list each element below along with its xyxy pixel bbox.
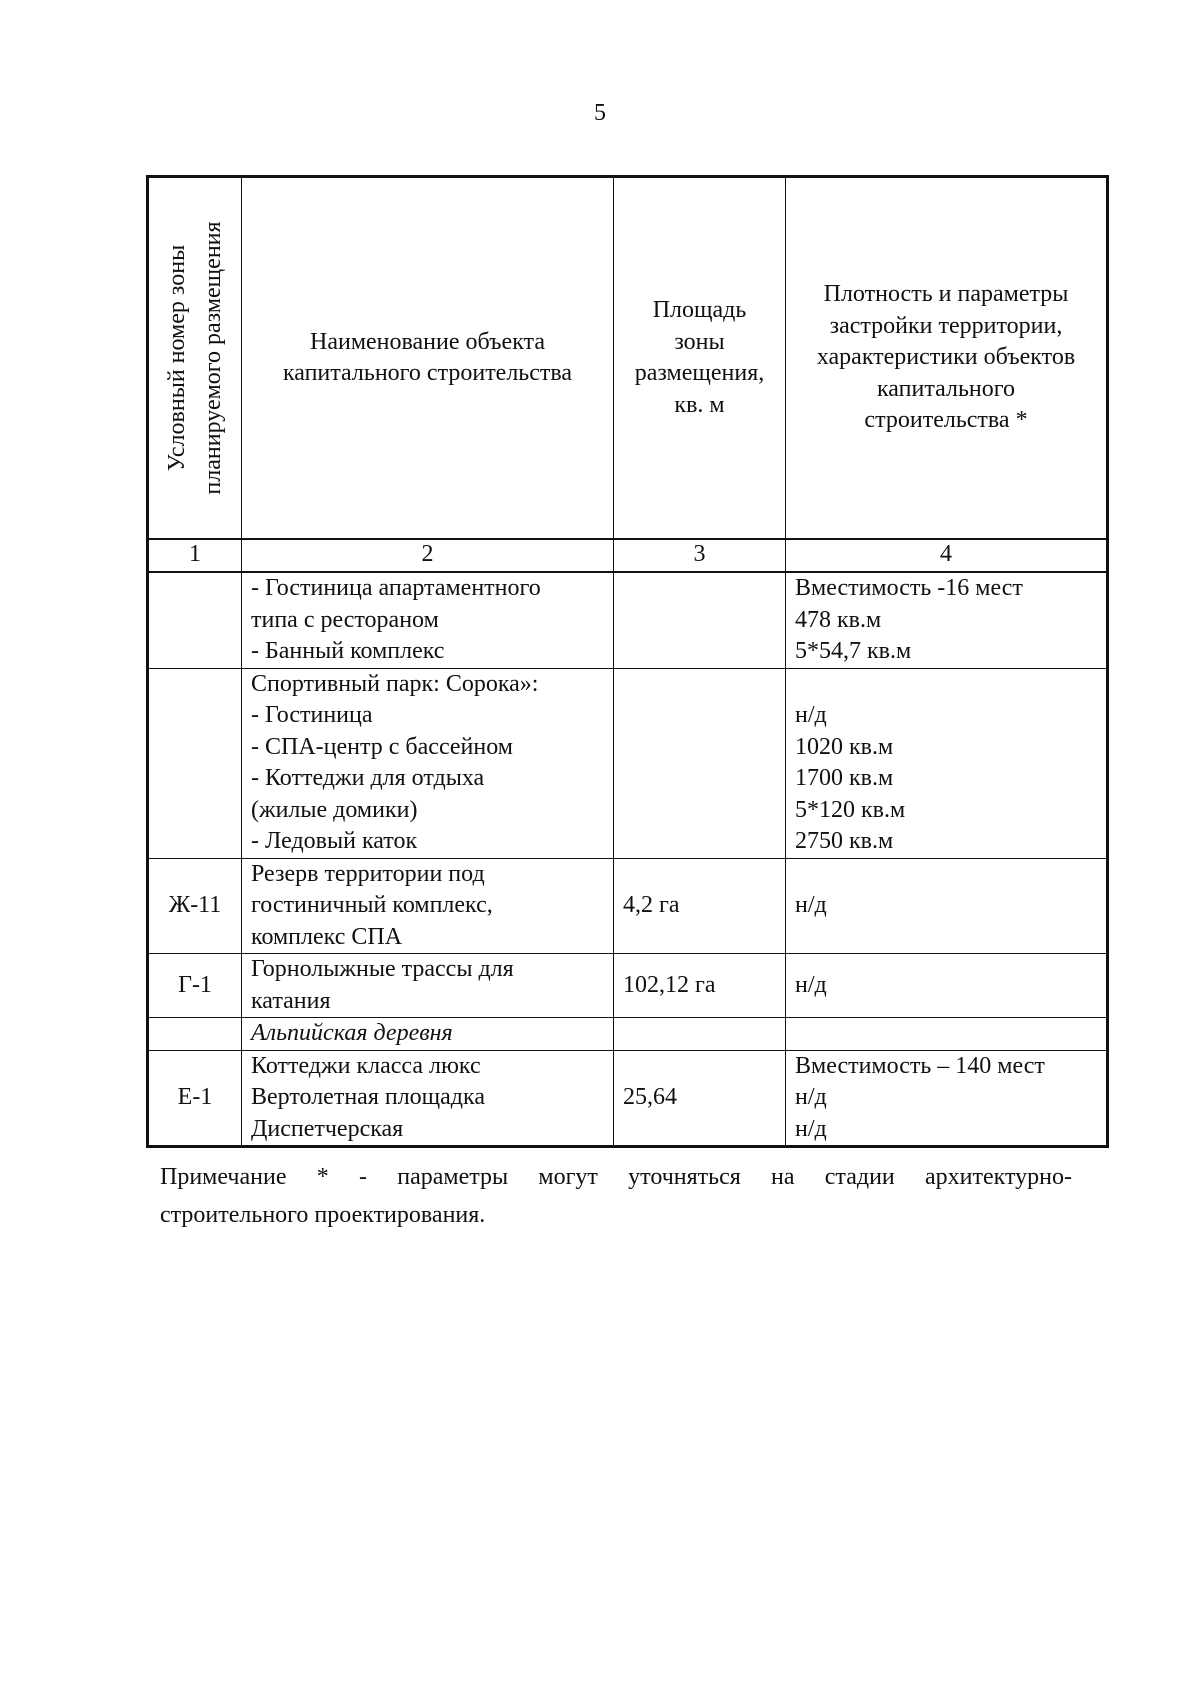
zone-area: 4,2 га [614,858,786,954]
header-object-name: Наименование объекта капитального строительства [242,177,614,540]
zone-code [148,668,242,858]
table-header-row [148,177,1108,540]
zone-area: 102,12 га [614,954,786,1018]
table-row [148,954,1108,1018]
zones-table [146,175,1109,1148]
header-zone-area: Площадь зоны размещения, кв. м [614,177,786,540]
zone-code: Е-1 [148,1050,242,1147]
table-row [148,572,1108,668]
column-number-row [148,539,1108,572]
header-parameters: Плотность и параметры застройки территории, характеристики объектов капитального строительства * [786,177,1108,540]
object-parameters: Вместимость – 140 мест н/д н/д [786,1050,1108,1147]
object-name: Резерв территории под гостиничный комплекс, комплекс СПА [242,858,614,954]
object-parameters: Вместимость -16 мест 478 кв.м 5*54,7 кв.м [786,572,1108,668]
zone-code [148,572,242,668]
column-number: 4 [786,539,1108,572]
object-name: Горнолыжные трассы для катания [242,954,614,1018]
column-number: 1 [148,539,242,572]
zone-area [614,1018,786,1051]
object-parameters [786,1018,1108,1051]
column-number: 2 [242,539,614,572]
page-number: 5 [594,100,606,126]
zone-code: Г-1 [148,954,242,1018]
column-number: 3 [614,539,786,572]
object-parameters: н/д [786,954,1108,1018]
table-row [148,1050,1108,1147]
zone-code [148,1018,242,1051]
object-parameters: н/д 1020 кв.м 1700 кв.м 5*120 кв.м 2750 кв.м [786,668,1108,858]
table-row [148,668,1108,858]
header-zone-number: Условный номер зоны планируемого размещения [148,177,242,540]
zone-area [614,668,786,858]
section-subheading: Альпийская деревня [242,1018,614,1051]
zone-area: 25,64 [614,1050,786,1147]
table-note: Примечание * - параметры могут уточняться на стадии архитектурно- строительного проектирования. [160,1164,1072,1228]
object-name: Коттеджи класса люкс Вертолетная площадка Диспетчерская [242,1050,614,1147]
table-row [148,1018,1108,1051]
table-row [148,858,1108,954]
object-name: Спортивный парк: Сорока»: - Гостиница - СПА-центр с бассейном - Коттеджи для отдыха (жилые домики) - Ледовый каток [242,668,614,858]
zone-area [614,572,786,668]
object-name: - Гостиница апартаментного типа с рестораном - Банный комплекс [242,572,614,668]
zone-code: Ж-11 [148,858,242,954]
object-parameters: н/д [786,858,1108,954]
